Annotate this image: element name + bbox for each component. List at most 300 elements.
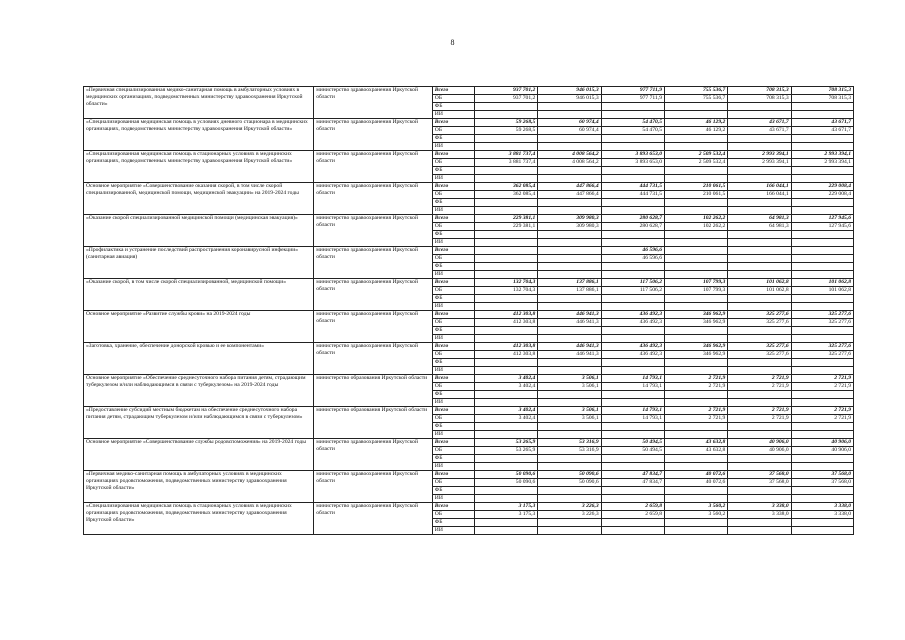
amount-cell: [665, 295, 728, 303]
funding-source: Всего: [432, 215, 474, 223]
amount-cell: [475, 207, 538, 215]
amount-cell: 2 721,9: [665, 383, 728, 391]
amount-cell: 412 303,8: [475, 351, 538, 359]
amount-cell: 436 492,3: [601, 343, 664, 351]
amount-cell: [665, 335, 728, 343]
amount-cell: [538, 327, 601, 335]
funding-source: ФБ: [432, 263, 474, 271]
amount-cell: 447 866,4: [538, 183, 601, 191]
amount-cell: [728, 335, 791, 343]
amount-cell: 3 338,0: [791, 503, 853, 511]
amount-cell: [538, 135, 601, 143]
amount-cell: [538, 519, 601, 527]
amount-cell: [538, 335, 601, 343]
amount-cell: [791, 247, 853, 255]
amount-cell: [791, 271, 853, 279]
amount-cell: [475, 335, 538, 343]
amount-cell: [665, 207, 728, 215]
amount-cell: [791, 527, 853, 535]
amount-cell: 280 628,7: [601, 215, 664, 223]
amount-cell: [791, 463, 853, 471]
amount-cell: 166 044,1: [728, 183, 791, 191]
amount-cell: [728, 271, 791, 279]
amount-cell: [791, 199, 853, 207]
amount-cell: 40 072,6: [665, 471, 728, 479]
amount-cell: [791, 303, 853, 311]
amount-cell: [601, 111, 664, 119]
amount-cell: 64 981,3: [728, 223, 791, 231]
amount-cell: 2 659,8: [601, 503, 664, 511]
amount-cell: [601, 103, 664, 111]
funding-source: ФБ: [432, 391, 474, 399]
amount-cell: 3 175,3: [475, 503, 538, 511]
amount-cell: 14 793,1: [601, 383, 664, 391]
table-row: [84, 311, 854, 319]
amount-cell: [538, 199, 601, 207]
amount-cell: [475, 463, 538, 471]
amount-cell: 3 506,1: [538, 415, 601, 423]
amount-cell: 210 061,5: [665, 183, 728, 191]
amount-cell: 2 721,9: [728, 407, 791, 415]
amount-cell: 755 536,7: [665, 95, 728, 103]
amount-cell: [601, 263, 664, 271]
funding-source: ФБ: [432, 167, 474, 175]
funding-source: ИИ: [432, 463, 474, 471]
amount-cell: 346 962,9: [665, 319, 728, 327]
amount-cell: [601, 359, 664, 367]
amount-cell: 50 090,6: [475, 471, 538, 479]
amount-cell: [791, 175, 853, 183]
amount-cell: [475, 167, 538, 175]
amount-cell: [791, 487, 853, 495]
amount-cell: 3 175,3: [475, 511, 538, 519]
measure-name: «Заготовка, хранение, обеспечение донорской кровью и ее компонентами»: [84, 343, 314, 375]
amount-cell: [538, 263, 601, 271]
amount-cell: [601, 175, 664, 183]
amount-cell: [538, 239, 601, 247]
amount-cell: [601, 463, 664, 471]
amount-cell: 325 277,6: [728, 351, 791, 359]
amount-cell: 14 793,1: [601, 375, 664, 383]
amount-cell: [601, 143, 664, 151]
amount-cell: 50 494,5: [601, 447, 664, 455]
amount-cell: [728, 263, 791, 271]
amount-cell: 46 129,2: [665, 119, 728, 127]
amount-cell: 59 268,5: [475, 119, 538, 127]
amount-cell: [475, 175, 538, 183]
amount-cell: [475, 143, 538, 151]
amount-cell: 40 906,0: [728, 447, 791, 455]
amount-cell: 436 492,3: [601, 311, 664, 319]
amount-cell: 708 315,3: [728, 95, 791, 103]
measure-name: «Первичная медико-санитарная помощь в амбулаторных условиях в медицинских организациях родовспоможения, подведомственных министерству здравоохранения Иркутской области»: [84, 471, 314, 503]
amount-cell: 346 962,9: [665, 311, 728, 319]
page-number: 8: [450, 38, 455, 47]
amount-cell: [475, 263, 538, 271]
amount-cell: 53 265,9: [475, 439, 538, 447]
amount-cell: 37 568,0: [791, 471, 853, 479]
amount-cell: 447 866,4: [538, 191, 601, 199]
funding-source: ФБ: [432, 327, 474, 335]
amount-cell: [728, 367, 791, 375]
amount-cell: [475, 359, 538, 367]
funding-source: Всего: [432, 279, 474, 287]
table-row: [84, 247, 854, 255]
amount-cell: 977 711,9: [601, 95, 664, 103]
funding-source: ИИ: [432, 431, 474, 439]
amount-cell: [601, 295, 664, 303]
amount-cell: 46 596,6: [601, 255, 664, 263]
funding-source: ИИ: [432, 175, 474, 183]
amount-cell: 127 945,6: [791, 223, 853, 231]
amount-cell: [538, 527, 601, 535]
amount-cell: 2 509 532,4: [665, 151, 728, 159]
amount-cell: 3 881 737,4: [475, 151, 538, 159]
amount-cell: 46 596,6: [601, 247, 664, 255]
amount-cell: [601, 303, 664, 311]
amount-cell: [601, 367, 664, 375]
funding-source: ИИ: [432, 207, 474, 215]
amount-cell: 137 886,1: [538, 279, 601, 287]
budget-table: [83, 86, 854, 535]
amount-cell: 3 893 653,0: [601, 159, 664, 167]
amount-cell: [538, 455, 601, 463]
amount-cell: 946 015,3: [538, 95, 601, 103]
amount-cell: [791, 231, 853, 239]
amount-cell: [601, 327, 664, 335]
amount-cell: [601, 527, 664, 535]
amount-cell: [665, 487, 728, 495]
table-row: [84, 471, 854, 479]
amount-cell: 64 981,3: [728, 215, 791, 223]
amount-cell: [728, 519, 791, 527]
table-row: [84, 407, 854, 415]
amount-cell: 43 632,8: [665, 439, 728, 447]
amount-cell: 3 506,1: [538, 407, 601, 415]
amount-cell: 40 906,0: [728, 439, 791, 447]
amount-cell: [665, 103, 728, 111]
amount-cell: [665, 423, 728, 431]
amount-cell: 2 721,9: [728, 383, 791, 391]
amount-cell: [601, 167, 664, 175]
amount-cell: 117 506,2: [601, 287, 664, 295]
funding-source: ИИ: [432, 367, 474, 375]
amount-cell: 3 402,4: [475, 375, 538, 383]
amount-cell: [601, 431, 664, 439]
amount-cell: [475, 271, 538, 279]
amount-cell: [665, 271, 728, 279]
funding-source: ИИ: [432, 111, 474, 119]
funding-source: ФБ: [432, 295, 474, 303]
amount-cell: [475, 367, 538, 375]
amount-cell: [791, 495, 853, 503]
amount-cell: 436 492,3: [601, 351, 664, 359]
amount-cell: 346 962,9: [665, 343, 728, 351]
amount-cell: 40 072,6: [665, 479, 728, 487]
amount-cell: [601, 495, 664, 503]
amount-cell: [665, 143, 728, 151]
funding-source: ОБ: [432, 95, 474, 103]
amount-cell: 60 974,4: [538, 119, 601, 127]
amount-cell: [791, 431, 853, 439]
amount-cell: 53 265,9: [475, 447, 538, 455]
amount-cell: 229 381,1: [475, 223, 538, 231]
amount-cell: 2 721,9: [665, 415, 728, 423]
amount-cell: 137 886,1: [538, 287, 601, 295]
amount-cell: [665, 495, 728, 503]
measure-name: «Оказание скорой специализированной медицинской помощи (медицинская эвакуация)»: [84, 215, 314, 247]
amount-cell: 3 893 653,0: [601, 151, 664, 159]
amount-cell: 2 509 532,4: [665, 159, 728, 167]
amount-cell: 937 701,2: [475, 95, 538, 103]
measure-name: «Специализированная медицинская помощь в стационарных условиях в медицинских организациях, подведомственных министерству здравоохранения Иркутской области»: [84, 151, 314, 183]
amount-cell: 2 721,9: [791, 415, 853, 423]
funding-source: ОБ: [432, 319, 474, 327]
amount-cell: [475, 519, 538, 527]
funding-source: ОБ: [432, 479, 474, 487]
amount-cell: [665, 431, 728, 439]
amount-cell: 2 721,9: [665, 407, 728, 415]
amount-cell: [665, 303, 728, 311]
responsible-executor: министерство здравоохранения Иркутской области: [314, 503, 433, 535]
amount-cell: [791, 207, 853, 215]
amount-cell: [791, 359, 853, 367]
amount-cell: 101 062,8: [728, 279, 791, 287]
amount-cell: [475, 239, 538, 247]
amount-cell: [728, 135, 791, 143]
amount-cell: 412 303,8: [475, 319, 538, 327]
amount-cell: [728, 495, 791, 503]
funding-source: ОБ: [432, 415, 474, 423]
amount-cell: 166 044,1: [728, 191, 791, 199]
amount-cell: 444 731,5: [601, 191, 664, 199]
measure-name: Основное мероприятие «Совершенствование службы родовспоможения» на 2019-2024 годы: [84, 439, 314, 471]
amount-cell: [728, 231, 791, 239]
amount-cell: [665, 527, 728, 535]
funding-source: ОБ: [432, 383, 474, 391]
amount-cell: 50 494,5: [601, 439, 664, 447]
table-row: [84, 151, 854, 159]
funding-source: ОБ: [432, 351, 474, 359]
amount-cell: [538, 167, 601, 175]
amount-cell: [538, 111, 601, 119]
amount-cell: [728, 391, 791, 399]
amount-cell: 280 628,7: [601, 223, 664, 231]
amount-cell: 4 008 564,2: [538, 151, 601, 159]
table-row: [84, 183, 854, 191]
amount-cell: [665, 231, 728, 239]
amount-cell: [601, 231, 664, 239]
responsible-executor: министерство здравоохранения Иркутской области: [314, 183, 433, 215]
table-row: [84, 439, 854, 447]
amount-cell: 54 470,5: [601, 127, 664, 135]
table-row: [84, 503, 854, 511]
amount-cell: [601, 423, 664, 431]
funding-source: ФБ: [432, 519, 474, 527]
amount-cell: 3 560,2: [665, 503, 728, 511]
amount-cell: [601, 207, 664, 215]
amount-cell: [538, 359, 601, 367]
amount-cell: 708 315,3: [728, 87, 791, 95]
amount-cell: 2 993 394,1: [728, 159, 791, 167]
amount-cell: 2 993 394,1: [791, 159, 853, 167]
responsible-executor: министерство образования Иркутской области: [314, 375, 433, 407]
amount-cell: [728, 111, 791, 119]
amount-cell: [475, 303, 538, 311]
funding-source: ОБ: [432, 191, 474, 199]
amount-cell: [538, 247, 601, 255]
amount-cell: [791, 295, 853, 303]
funding-source: ФБ: [432, 135, 474, 143]
amount-cell: 43 632,8: [665, 447, 728, 455]
amount-cell: 3 338,0: [728, 503, 791, 511]
amount-cell: 229 008,4: [791, 191, 853, 199]
amount-cell: 53 316,9: [538, 439, 601, 447]
amount-cell: 50 090,6: [475, 479, 538, 487]
funding-source: ФБ: [432, 359, 474, 367]
amount-cell: 101 062,8: [791, 287, 853, 295]
amount-cell: 325 277,6: [728, 311, 791, 319]
amount-cell: [538, 271, 601, 279]
amount-cell: 59 268,5: [475, 127, 538, 135]
amount-cell: [665, 455, 728, 463]
amount-cell: [538, 255, 601, 263]
amount-cell: 229 008,4: [791, 183, 853, 191]
amount-cell: [791, 367, 853, 375]
amount-cell: 446 941,3: [538, 343, 601, 351]
amount-cell: 708 315,3: [791, 87, 853, 95]
amount-cell: 2 721,9: [791, 375, 853, 383]
amount-cell: 43 671,7: [791, 127, 853, 135]
funding-source: Всего: [432, 407, 474, 415]
amount-cell: [791, 135, 853, 143]
amount-cell: [665, 399, 728, 407]
amount-cell: [665, 135, 728, 143]
amount-cell: 54 470,5: [601, 119, 664, 127]
funding-source: Всего: [432, 343, 474, 351]
amount-cell: [538, 495, 601, 503]
amount-cell: [665, 463, 728, 471]
responsible-executor: министерство здравоохранения Иркутской области: [314, 215, 433, 247]
amount-cell: [475, 487, 538, 495]
amount-cell: 977 711,9: [601, 87, 664, 95]
funding-source: ОБ: [432, 447, 474, 455]
amount-cell: [728, 527, 791, 535]
amount-cell: 47 834,7: [601, 479, 664, 487]
amount-cell: [728, 455, 791, 463]
funding-source: Всего: [432, 151, 474, 159]
amount-cell: 3 402,4: [475, 415, 538, 423]
amount-cell: [475, 135, 538, 143]
table-row: [84, 119, 854, 127]
amount-cell: 362 085,4: [475, 183, 538, 191]
funding-source: Всего: [432, 375, 474, 383]
amount-cell: 2 721,9: [791, 407, 853, 415]
amount-cell: [791, 167, 853, 175]
amount-cell: [791, 255, 853, 263]
amount-cell: 4 008 564,2: [538, 159, 601, 167]
amount-cell: 2 721,9: [728, 415, 791, 423]
amount-cell: [665, 359, 728, 367]
amount-cell: 127 945,6: [791, 215, 853, 223]
measure-name: Основное мероприятие «Совершенствование оказания скорой, в том числе скорой специализированной, медицинской помощи, медицинской эвакуации» на 2019-2024 годы: [84, 183, 314, 215]
amount-cell: 2 659,8: [601, 511, 664, 519]
amount-cell: [601, 135, 664, 143]
amount-cell: 325 277,6: [791, 351, 853, 359]
amount-cell: [538, 463, 601, 471]
amount-cell: [791, 263, 853, 271]
amount-cell: 325 277,6: [728, 343, 791, 351]
amount-cell: 3 506,1: [538, 383, 601, 391]
responsible-executor: министерство здравоохранения Иркутской области: [314, 471, 433, 503]
amount-cell: 43 671,7: [728, 127, 791, 135]
amount-cell: 2 721,9: [791, 383, 853, 391]
funding-source: ИИ: [432, 495, 474, 503]
amount-cell: [791, 103, 853, 111]
amount-cell: [791, 519, 853, 527]
amount-cell: 446 941,3: [538, 311, 601, 319]
amount-cell: 436 492,3: [601, 319, 664, 327]
amount-cell: 37 568,0: [791, 479, 853, 487]
funding-source: ФБ: [432, 231, 474, 239]
amount-cell: 2 721,9: [665, 375, 728, 383]
amount-cell: 412 303,8: [475, 343, 538, 351]
funding-source: Всего: [432, 311, 474, 319]
amount-cell: 43 671,7: [791, 119, 853, 127]
amount-cell: [728, 359, 791, 367]
amount-cell: [601, 199, 664, 207]
amount-cell: 2 721,9: [728, 375, 791, 383]
amount-cell: [665, 111, 728, 119]
amount-cell: [538, 295, 601, 303]
amount-cell: [601, 335, 664, 343]
amount-cell: [791, 111, 853, 119]
responsible-executor: министерство здравоохранения Иркутской области: [314, 87, 433, 119]
amount-cell: 117 506,2: [601, 279, 664, 287]
amount-cell: 708 315,3: [791, 95, 853, 103]
amount-cell: 14 793,1: [601, 407, 664, 415]
amount-cell: 60 974,4: [538, 127, 601, 135]
table-row: [84, 215, 854, 223]
amount-cell: [665, 327, 728, 335]
funding-source: Всего: [432, 247, 474, 255]
amount-cell: 43 671,7: [728, 119, 791, 127]
amount-cell: [601, 519, 664, 527]
funding-source: ОБ: [432, 287, 474, 295]
amount-cell: 37 568,0: [728, 471, 791, 479]
amount-cell: [475, 455, 538, 463]
amount-cell: 446 941,3: [538, 319, 601, 327]
amount-cell: 3 338,0: [791, 511, 853, 519]
amount-cell: 50 090,6: [538, 471, 601, 479]
amount-cell: 3 560,2: [665, 511, 728, 519]
amount-cell: [665, 175, 728, 183]
responsible-executor: министерство здравоохранения Иркутской области: [314, 119, 433, 151]
amount-cell: 101 062,8: [728, 287, 791, 295]
amount-cell: 40 906,0: [791, 447, 853, 455]
amount-cell: 53 316,9: [538, 447, 601, 455]
amount-cell: [475, 399, 538, 407]
funding-source: Всего: [432, 503, 474, 511]
amount-cell: [791, 423, 853, 431]
amount-cell: [475, 103, 538, 111]
funding-source: ОБ: [432, 511, 474, 519]
amount-cell: 309 980,3: [538, 215, 601, 223]
amount-cell: [728, 255, 791, 263]
funding-source: ФБ: [432, 455, 474, 463]
amount-cell: 50 090,6: [538, 479, 601, 487]
funding-source: ФБ: [432, 487, 474, 495]
